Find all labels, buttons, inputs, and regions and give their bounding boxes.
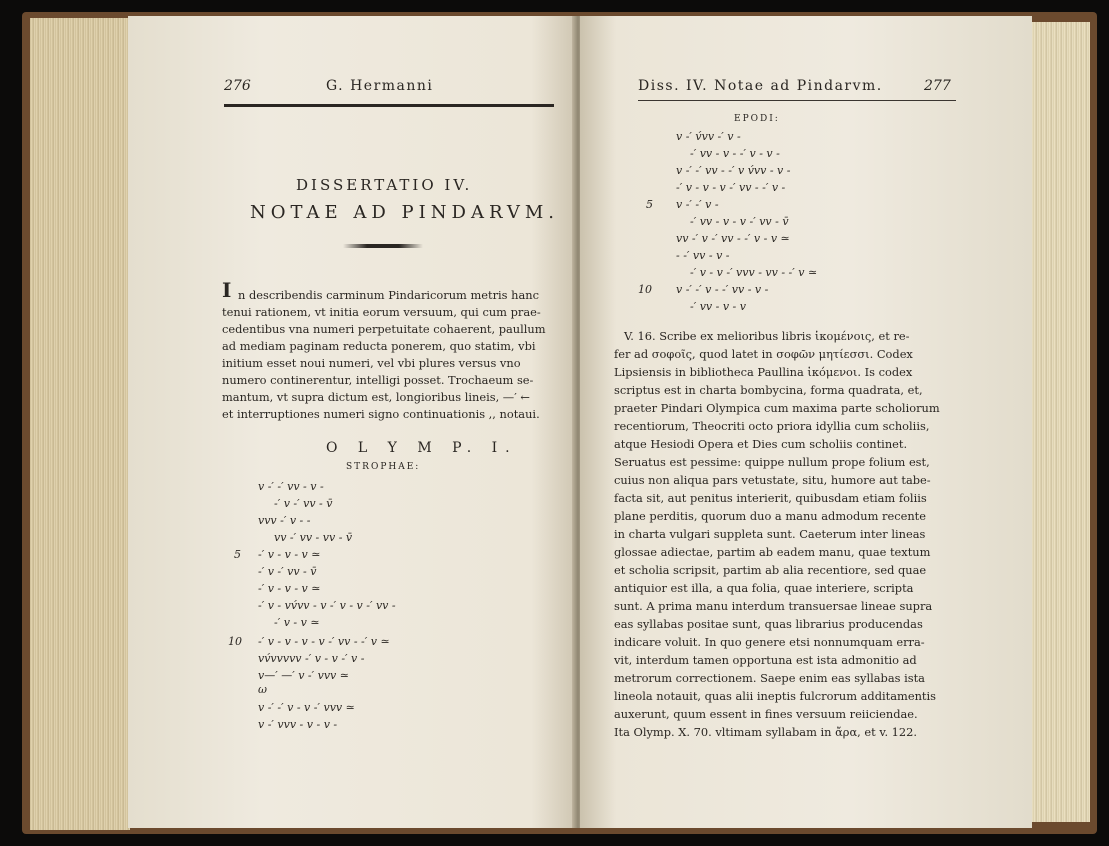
body-line: fer ad σοφοῖς, quod latet in σοφῶν μητίεσσι. Codex — [614, 347, 913, 361]
line-number: 10 — [228, 635, 242, 648]
dissertation-title: DISSERTATIO IV. — [296, 176, 473, 194]
meter-line: vvv -′ v - - — [258, 514, 311, 527]
right-page-number: 277 — [924, 78, 951, 94]
body-line: V. 16. Scribe ex melioribus libris ἱκομένοις, et re- — [624, 329, 910, 343]
intro-line: numero continerentur, intelligi posset. Trochaeum se- — [222, 373, 534, 387]
body-line: facta sit, aut penitus interierit, quibusdam etiam foliis — [614, 491, 927, 505]
meter-line: v -′ -′ vv - v - — [258, 480, 324, 493]
body-line: Seruatus est pessime: quippe nullum prope folium est, — [614, 455, 930, 469]
meter-line: vv -′ v -′ vv - -′ v - v ≃ — [676, 232, 790, 245]
body-line: Lipsiensis in bibliotheca Paullina ἱκόμενοι. Is codex — [614, 365, 913, 379]
body-line: sunt. A prima manu interdum transuersae lineae supra — [614, 599, 933, 613]
body-line: glossae adiectae, partim ab eadem manu, quae textum — [614, 545, 931, 559]
dissertation-subtitle: NOTAE AD PINDARVM. — [250, 202, 560, 223]
meter-line: v -′ v́vv -′ v - — [676, 130, 741, 143]
body-line: auxerunt, quum essent in fines versuum reiiciendae. — [614, 707, 918, 721]
intro-line: n describendis carminum Pindaricorum metris hanc — [238, 288, 539, 302]
section-heading: O L Y M P. I. — [326, 440, 518, 456]
right-page — [580, 16, 1032, 828]
meter-line: vv́vvvvv -′ v - v -′ v - — [258, 652, 365, 665]
meter-line: ω — [258, 683, 267, 696]
strophe-label: STROPHAE: — [346, 462, 421, 472]
body-line: atque Hesiodi Opera et Dies cum scholiis continet. — [614, 437, 908, 451]
meter-line: v -′ -′ v - — [676, 198, 719, 211]
body-line: Ita Olymp. X. 70. vltimam syllabam in ἄρα, et v. 122. — [614, 725, 918, 739]
page-edges-left — [30, 18, 130, 830]
body-line: et scholia scripsit, partim ab alia recentiore, sed quae — [614, 563, 927, 577]
meter-line: -′ v - v - v ≃ — [258, 582, 321, 595]
meter-line: -′ v - v ≃ — [274, 616, 320, 629]
body-line: metrorum correctionem. Saepe enim eas syllabas ista — [614, 671, 925, 685]
left-running-head: G. Hermanni — [326, 78, 434, 94]
body-line: antiquior est illa, a qua folia, quae interiere, scripta — [614, 581, 914, 595]
meter-line: -′ v -′ vv - v̄ — [274, 497, 333, 510]
meter-line: v -′ -′ vv - -′ v v́vv - v - — [676, 164, 791, 177]
left-page-number: 276 — [224, 78, 251, 94]
meter-line: -′ vv - v - -′ v - v - — [690, 147, 780, 160]
header-rule — [224, 104, 554, 107]
meter-line: -′ v -′ vv - v̄ — [258, 565, 317, 578]
line-number: 5 — [234, 548, 241, 561]
left-page — [128, 16, 576, 828]
meter-line: -′ v - v - v - v -′ vv - -′ v ≃ — [258, 635, 390, 648]
meter-line: -′ vv - v - v -′ vv - v̄ — [690, 215, 789, 228]
meter-line: v—′ —′ v -′ vvv ≃ — [258, 669, 349, 682]
right-running-head: Diss. IV. Notae ad Pindarvm. — [638, 78, 883, 94]
body-line: plane perditis, quorum duo a manu admodum recente — [614, 509, 926, 523]
body-line: scriptus est in charta bombycina, forma quadrata, et, — [614, 383, 923, 397]
meter-line: vv -′ vv - vv - v̄ — [274, 531, 353, 544]
body-line: eas syllabas positae sunt, quas librarius producendas — [614, 617, 923, 631]
meter-line: -′ v - v -′ vvv - vv - -′ v ≃ — [690, 266, 818, 279]
intro-line: ad mediam paginam reducta ponerem, quo statim, vbi — [222, 339, 536, 353]
drop-cap: I — [222, 278, 232, 302]
page-edges-right — [1028, 22, 1090, 822]
line-number: 5 — [646, 198, 653, 211]
ornamental-rule — [343, 244, 423, 248]
intro-line: cedentibus vna numeri perpetuitate cohaerent, paullum — [222, 322, 546, 336]
intro-line: initium esset noui numeri, vel vbi plures versus vno — [222, 356, 521, 370]
epode-label: EPODI: — [734, 114, 780, 124]
meter-line: -′ v - v - v ≃ — [258, 548, 321, 561]
header-rule — [638, 100, 956, 101]
body-line: lineola notauit, quas alii ineptis fulcrorum additamentis — [614, 689, 936, 703]
meter-line: -′ vv - v - v — [690, 300, 746, 313]
meter-line: v -′ vvv - v - v - — [258, 718, 338, 731]
intro-line: tenui rationem, vt initia eorum versuum, qui cum prae- — [222, 305, 541, 319]
intro-line: mantum, vt supra dictum est, longioribus lineis, —′ ← — [222, 390, 530, 404]
body-line: recentiorum, Theocriti octo priora idyllia cum scholiis, — [614, 419, 930, 433]
body-line: praeter Pindari Olympica cum maxima parte scholiorum — [614, 401, 940, 415]
body-line: in charta vulgari suppleta sunt. Caeterum inter lineas — [614, 527, 926, 541]
body-line: cuius non aliqua pars vetustate, situ, humore aut tabe- — [614, 473, 931, 487]
line-number: 10 — [638, 283, 652, 296]
intro-line: et interruptiones numeri signo continuationis ,, notaui. — [222, 407, 540, 421]
meter-line: -′ v - vv́vv - v -′ v - v -′ vv - — [258, 599, 396, 612]
body-line: indicare voluit. In quo genere etsi nonnumquam erra- — [614, 635, 925, 649]
meter-line: v -′ -′ v - v -′ vvv ≃ — [258, 701, 355, 714]
body-line: vit, interdum tamen opportuna est ista admonitio ad — [614, 653, 917, 667]
meter-line: - -′ vv - v - — [676, 249, 730, 262]
meter-line: v -′ -′ v - -′ vv - v - — [676, 283, 769, 296]
meter-line: -′ v - v - v -′ vv - -′ v - — [676, 181, 786, 194]
